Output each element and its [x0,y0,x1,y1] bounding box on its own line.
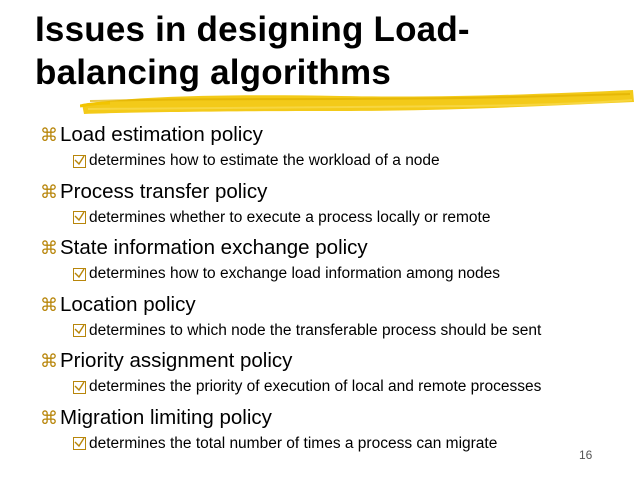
bullet-detail: determines whether to execute a process locally or remote [89,208,491,226]
bullet-heading: Load estimation policy [60,123,263,146]
list-item [40,405,635,462]
list-item [40,179,635,236]
command-bullet-icon: ⌘ [40,407,58,428]
list-item [40,122,635,179]
bullet-detail: determines how to exchange load information among nodes [89,265,501,282]
list-item [40,348,635,405]
bullet-heading: Migration limiting policy [60,405,272,429]
command-bullet-icon: ⌘ [40,181,58,202]
page-number: 16 [579,448,593,462]
checkbox-bullet-icon [73,211,86,224]
checkbox-bullet-icon [73,268,86,281]
command-bullet-icon: ⌘ [40,294,58,315]
command-bullet-icon: ⌘ [40,238,58,258]
title-highlight-stroke [80,84,636,118]
checkbox-bullet-icon [73,155,86,168]
list-item [40,292,635,349]
bullet-heading: State information exchange policy [60,236,368,259]
bullet-heading: Process transfer policy [60,179,268,203]
bullet-detail: determines to which node the transferable process should be sent [89,321,542,339]
title-line-2: balancing algorithms [35,53,391,92]
list-item [40,235,635,292]
bullet-heading: Location policy [60,292,196,316]
command-bullet-icon: ⌘ [40,351,58,371]
bullet-detail: determines the total number of times a process can migrate [89,434,498,452]
checkbox-bullet-icon [73,437,86,450]
title-line-1: Issues in designing Load- [35,10,470,49]
command-bullet-icon: ⌘ [40,125,58,145]
checkbox-bullet-icon [73,381,86,394]
slide-title [35,8,625,94]
bullet-list [40,122,635,461]
bullet-detail: determines how to estimate the workload of a node [89,152,440,169]
bullet-heading: Priority assignment policy [60,349,293,372]
bullet-detail: determines the priority of execution of local and remote processes [89,378,542,395]
checkbox-bullet-icon [73,324,86,337]
